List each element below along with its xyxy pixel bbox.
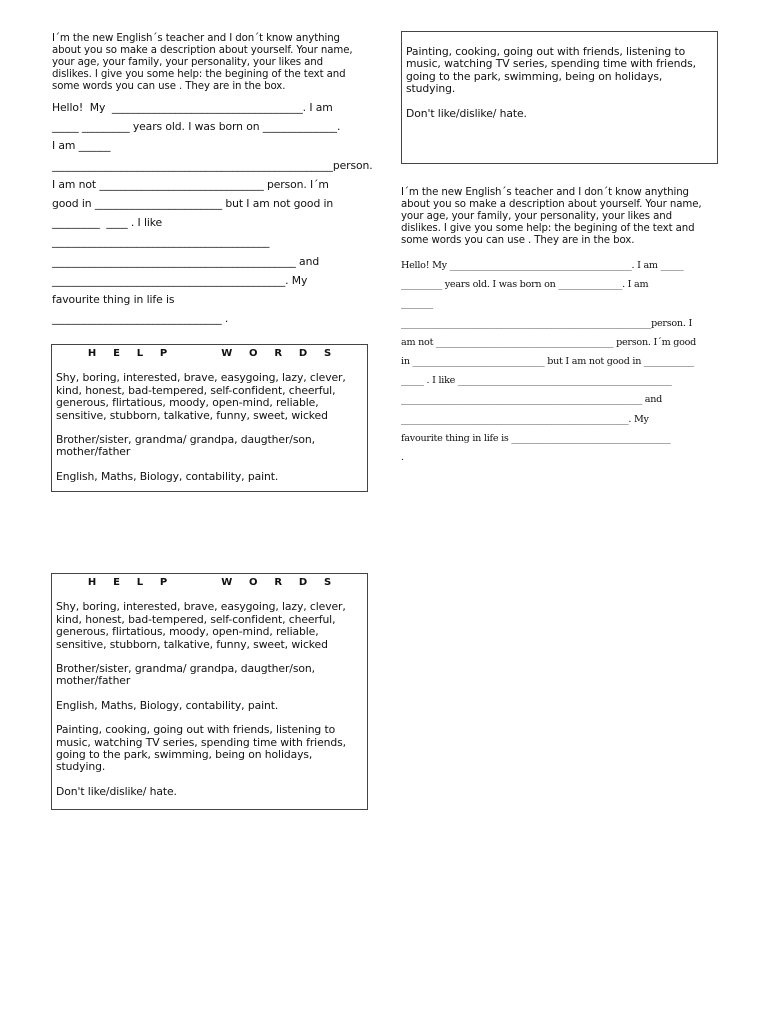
- help-words-header: H E L P W O R D S: [87, 577, 332, 588]
- fill-line: _______________________________________________________person. I: [401, 317, 692, 329]
- fill-line: __________________________________________________. My: [401, 413, 649, 425]
- fill-line: _____ _________ years old. I was born on ______________.: [52, 120, 341, 134]
- help-words-verbs: Don't like/dislike/ hate.: [56, 784, 177, 798]
- right-intro-line: your age, your family, your personality, your likes and: [401, 211, 672, 222]
- fill-line: _________ years old. I was born on ______________. I am: [401, 279, 649, 291]
- likes-verbs: Don't like/dislike/ hate.: [406, 106, 527, 120]
- left-intro: [52, 33, 372, 93]
- right-intro-line: I´m the new English´s teacher and I don´t know anything: [401, 187, 689, 198]
- left-intro-line: dislikes. I give you some help: the begining of the text and: [52, 69, 346, 80]
- right-intro-line: dislikes. I give you some help: the begining of the text and: [401, 223, 695, 234]
- left-fill-text: [52, 98, 372, 328]
- hobbies-box: [401, 31, 718, 164]
- fill-line: ____________________________________________. My: [52, 273, 308, 287]
- fill-line: favourite thing in life is ___________________________________: [401, 432, 671, 444]
- fill-line: in _____________________________ but I am not good in ___________: [401, 356, 694, 368]
- fill-line: _______: [401, 298, 433, 310]
- help-words-adjectives: Shy, boring, interested, brave, easygoing, lazy, clever, kind, honest, bad-tempered, self-confident, cheerful, generous, flirtatious, moody, open-mind, reliable, sensitive, stubborn, talkative, funny, sweet, wicked: [56, 371, 346, 422]
- help-words-subjects: English, Maths, Biology, contability, paint.: [56, 469, 279, 483]
- fill-line: I am ______: [52, 139, 111, 153]
- help-words-box-full: [51, 573, 368, 810]
- fill-line: am not _______________________________________ person. I´m good: [401, 336, 697, 348]
- fill-line: I am not _______________________________ person. I´m: [52, 177, 329, 191]
- help-words-hobbies: Painting, cooking, going out with friends, listening to music, watching TV series, spending time with friends, going to the park, swimming, being on holidays, studying.: [56, 723, 346, 774]
- fill-line: _____________________________________________________person.: [52, 158, 373, 172]
- right-intro-line: some words you can use . They are in the box.: [401, 235, 635, 246]
- right-fill-text: [401, 256, 731, 467]
- help-words-box: [51, 344, 368, 492]
- fill-line: _________ ____ . I like: [52, 216, 163, 230]
- help-words-subjects: English, Maths, Biology, contability, paint.: [56, 698, 279, 712]
- fill-line: favourite thing in life is: [52, 293, 175, 307]
- fill-line: good in ________________________ but I am not good in: [52, 197, 334, 211]
- fill-line: Hello! My ____________________________________. I am: [52, 101, 333, 114]
- help-words-header: H E L P W O R D S: [87, 348, 332, 359]
- left-intro-line: I´m the new English´s teacher and I don´t know anything: [52, 33, 340, 44]
- left-intro-line: your age, your family, your personality, your likes and: [52, 57, 323, 68]
- help-words-family: Brother/sister, grandma/ grandpa, daugther/son, mother/father: [56, 662, 315, 688]
- fill-line: ______________________________________________ and: [52, 254, 320, 268]
- right-intro-line: about you so make a description about yourself. Your name,: [401, 199, 702, 210]
- fill-line: .: [401, 452, 404, 464]
- fill-line: _____________________________________________________ and: [401, 394, 663, 406]
- help-words-family: Brother/sister, grandma/ grandpa, daugther/son, mother/father: [56, 433, 315, 459]
- hobbies-list: Painting, cooking, going out with friends, listening to music, watching TV series, spending time with friends, going to the park, swimming, being on holidays, studying.: [406, 45, 696, 96]
- help-words-adjectives: Shy, boring, interested, brave, easygoing, lazy, clever, kind, honest, bad-tempered, self-confident, cheerful, generous, flirtatious, moody, open-mind, reliable, sensitive, stubborn, talkative, funny, sweet, wicked: [56, 600, 346, 651]
- left-intro-line: some words you can use . They are in the box.: [52, 81, 286, 92]
- fill-line: Hello! My ________________________________________. I am _____: [401, 260, 684, 271]
- fill-line: _________________________________________: [52, 235, 270, 249]
- left-intro-line: about you so make a description about yourself. Your name,: [52, 45, 353, 56]
- right-intro: [401, 187, 721, 247]
- fill-line: _____ . I like _______________________________________________: [401, 375, 672, 387]
- fill-line: ________________________________ .: [52, 312, 229, 326]
